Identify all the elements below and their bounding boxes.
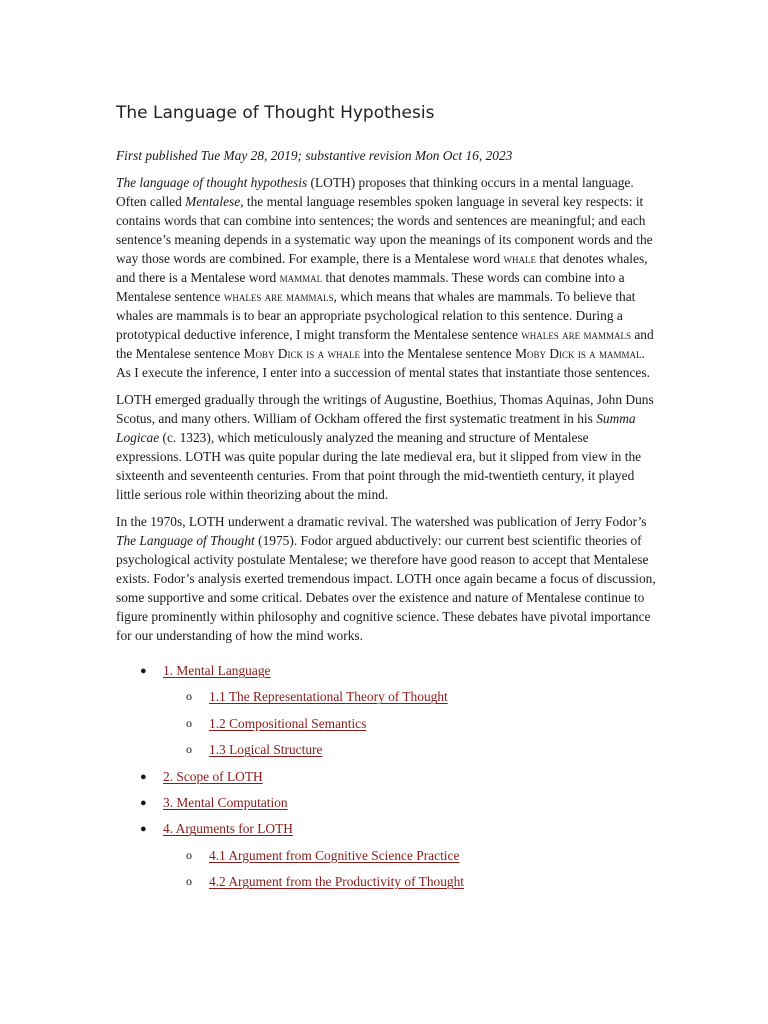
emphasis: Mentalese [185, 194, 241, 209]
circle-bullet-icon: o [186, 742, 192, 757]
toc-item-productivity-of-thought [116, 872, 656, 898]
text-run: (LOTH) proposes that thinking occurs in a mental language. Often called [116, 175, 634, 209]
toc-link-mental-computation[interactable]: 3. Mental Computation [163, 794, 288, 810]
mentalese-term: Moby Dick is a whale [243, 346, 360, 361]
circle-bullet-icon: o [186, 874, 192, 889]
toc-item-mental-computation [116, 793, 656, 819]
toc-link-scope[interactable]: 2. Scope of LOTH [163, 768, 263, 784]
toc-link-arguments[interactable]: 4. Arguments for LOTH [163, 821, 293, 837]
text-run: (c. 1323), which meticulously analyzed the meaning and structure of Mentalese expressions. LOTH was quite popular during the late medieval era, but it slipped from view in the sixteenth and seventeenth centuries. From that point through the mid-twentieth century, it played little serious role within theorizing about the mind. [116, 430, 642, 502]
text-run: (1975). Fodor argued abductively: our current best scientific theories of psychological activity postulate Mentalese; we therefore have good reason to accept that Mentalese exists. Fodor’s analysis exerted tremendous impact. LOTH once again became a focus of discussion, some supportive and some critical. Debates over the existence and nature of Mentalese continue to figure prominently within philosophy and cognitive science. These debates have pivotal importance for our understanding of how the mind works. [116, 533, 656, 643]
bullet-icon: ● [140, 665, 147, 677]
preamble-paragraph-1 [116, 173, 656, 382]
bullet-icon: ● [140, 770, 147, 783]
circle-bullet-icon: o [186, 689, 192, 704]
text-run: . As I execute the inference, I enter into a succession of mental states that instantiate those sentences. [116, 346, 650, 380]
toc-item-representational-theory [116, 687, 656, 713]
mentalese-term: Moby Dick is a mammal [515, 346, 642, 361]
text-run: In the 1970s, LOTH underwent a dramatic revival. The watershed was publication of Jerry Fodor’s [116, 514, 647, 529]
mentalese-term: whale [503, 251, 536, 266]
text-run: LOTH emerged gradually through the writings of Augustine, Boethius, Thomas Aquinas, John Duns Scotus, and many others. William of Ockham offered the first systematic treatment in his [116, 392, 654, 426]
toc-link-logical-structure[interactable]: 1.3 Logical Structure [209, 742, 323, 758]
mentalese-term: whales are mammals [223, 289, 334, 304]
text-run: , the mental language resembles spoken language in several key respects: it contains words that can combine into sentences; the words and sentences are meaningful; and each sentence’s meaning depends in a systematic way upon the meanings of its component words and the way those words are combined. For example, there is a Mentalese word [116, 194, 653, 266]
circle-bullet-icon: o [186, 847, 192, 862]
toc-link-compositional-semantics[interactable]: 1.2 Compositional Semantics [209, 715, 367, 731]
emphasis: The Language of Thought [116, 533, 255, 548]
text-run: that denotes whales, and there is a Mentalese word [116, 251, 648, 285]
page-title: The Language of Thought Hypothesis [116, 103, 435, 123]
toc-link-productivity-of-thought[interactable]: 4.2 Argument from the Productivity of Thought [209, 874, 465, 890]
preamble-paragraph-3 [116, 512, 656, 645]
bullet-icon: ● [140, 796, 147, 809]
article [116, 100, 656, 899]
bullet-icon: ● [140, 823, 147, 836]
table-of-contents [116, 661, 656, 899]
text-run: and the Mentalese sentence [116, 327, 654, 361]
mentalese-term: whales are mammals [521, 327, 631, 342]
emphasis: The language of thought hypothesis [116, 175, 308, 190]
text-run: into the Mentalese sentence [360, 346, 516, 361]
toc-item-logical-structure [116, 740, 656, 766]
publication-info: First published Tue May 28, 2019; substantive revision Mon Oct 16, 2023 [116, 148, 513, 163]
toc-link-cognitive-science-practice[interactable]: 4.1 Argument from Cognitive Science Practice [209, 847, 460, 863]
preamble-paragraph-2 [116, 390, 656, 504]
toc-link-mental-language[interactable]: 1. Mental Language [163, 663, 271, 678]
text-run: that denotes mammals. These words can combine into a Mentalese sentence [116, 270, 625, 304]
circle-bullet-icon: o [186, 715, 192, 730]
toc-item-cognitive-science-practice [116, 846, 656, 872]
toc-item-mental-language [116, 661, 656, 687]
mentalese-term: mammal [279, 270, 323, 285]
text-run: , which means that whales are mammals. To believe that whales are mammals is to bear an appropriate psychological relation to this sentence. During a prototypical deductive inference, I might transform the Mentalese sentence [116, 289, 636, 342]
emphasis: Summa Logicae [116, 411, 636, 445]
toc-item-scope [116, 767, 656, 793]
toc-item-arguments [116, 819, 656, 845]
toc-link-representational-theory[interactable]: 1.1 The Representational Theory of Thought [209, 689, 448, 705]
toc-item-compositional-semantics [116, 714, 656, 740]
